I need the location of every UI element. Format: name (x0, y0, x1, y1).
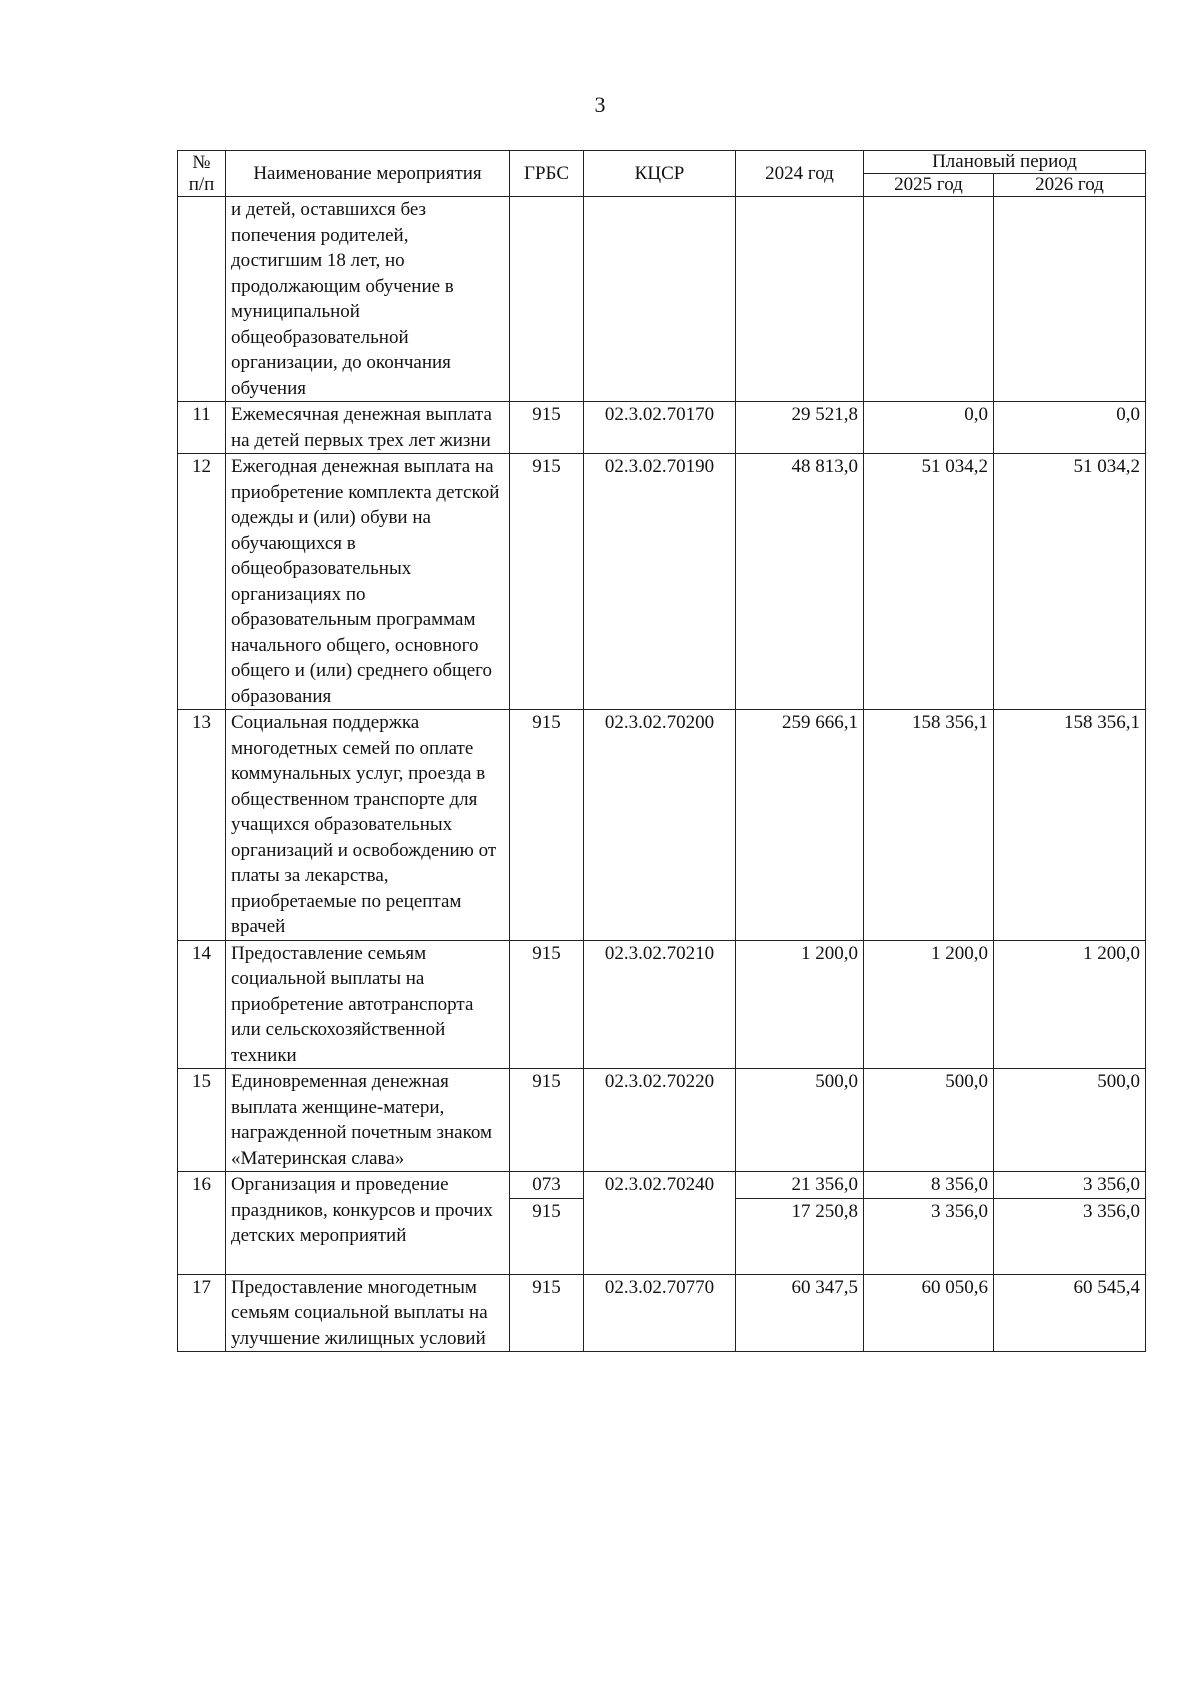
row-2024-cell: 60 347,5 (736, 1274, 864, 1352)
page-number: 3 (594, 92, 606, 117)
table-row (178, 1274, 1146, 1352)
header-name: Наименование мероприятия (226, 151, 510, 197)
row-num-cell: 12 (178, 454, 226, 710)
row-num-cell: 17 (178, 1274, 226, 1352)
row-num-cell: 15 (178, 1069, 226, 1172)
row-kcsr-cell: 02.3.02.70210 (584, 940, 736, 1069)
row-2026-cell: 0,0 (994, 402, 1146, 454)
row-kcsr-cell: 02.3.02.70220 (584, 1069, 736, 1172)
header-2025: 2025 год (864, 174, 994, 197)
row-name-cell: Ежемесячная денежная выплата на детей первых трех лет жизни (226, 402, 510, 454)
row-grbs-cell: 915 (510, 454, 584, 710)
row-2025-cell: 1 200,0 (864, 940, 994, 1069)
row-kcsr-cell: 02.3.02.70190 (584, 454, 736, 710)
row-2026-cell: 500,0 (994, 1069, 1146, 1172)
row-2024-cell: 21 356,0 (736, 1172, 864, 1199)
row-2024-cell: 259 666,1 (736, 710, 864, 941)
table-row (178, 402, 1146, 454)
row-2026-cell: 60 545,4 (994, 1274, 1146, 1352)
header-2026: 2026 год (994, 174, 1146, 197)
row-kcsr-cell: 02.3.02.70200 (584, 710, 736, 941)
row-2024-cell: 500,0 (736, 1069, 864, 1172)
row-grbs-cell: 915 (510, 1198, 584, 1274)
row-2024-cell: 1 200,0 (736, 940, 864, 1069)
table-row (178, 454, 1146, 710)
row-num-cell: 14 (178, 940, 226, 1069)
row-kcsr-cell: 02.3.02.70770 (584, 1274, 736, 1352)
row-2026-cell: 1 200,0 (994, 940, 1146, 1069)
row-2025-cell: 0,0 (864, 402, 994, 454)
table-row-continuation (178, 197, 1146, 402)
table-row (178, 1172, 1146, 1199)
row-2025-cell: 51 034,2 (864, 454, 994, 710)
row-name-cell: Единовременная денежная выплата женщине-матери, награжденной почетным знаком «Материнская слава» (226, 1069, 510, 1172)
row-num-cell: 11 (178, 402, 226, 454)
row-name-cell: и детей, оставшихся без попечения родителей, достигшим 18 лет, но продолжающим обучение в муниципальной общеобразовательной организации, до окончания обучения (226, 197, 510, 402)
row-2025-cell: 60 050,6 (864, 1274, 994, 1352)
row-name-cell: Предоставление многодетным семьям социальной выплаты на улучшение жилищных условий (226, 1274, 510, 1352)
row-kcsr-cell: 02.3.02.70170 (584, 402, 736, 454)
row-grbs-cell: 915 (510, 1069, 584, 1172)
row-grbs-cell: 915 (510, 1274, 584, 1352)
row-2026-cell: 3 356,0 (994, 1198, 1146, 1274)
row-2025-cell: 3 356,0 (864, 1198, 994, 1274)
row-grbs-cell: 915 (510, 940, 584, 1069)
row-grbs-cell: 915 (510, 710, 584, 941)
header-num: № п/п (178, 151, 226, 197)
row-num-cell: 16 (178, 1172, 226, 1275)
row-2024-cell: 17 250,8 (736, 1198, 864, 1274)
header-kcsr: КЦСР (584, 151, 736, 197)
header-planned-period: Плановый период (864, 151, 1146, 174)
row-2025-cell: 8 356,0 (864, 1172, 994, 1199)
row-2026-cell: 158 356,1 (994, 710, 1146, 941)
table-row (178, 710, 1146, 941)
header-row (178, 151, 1146, 174)
row-num-cell: 13 (178, 710, 226, 941)
row-2026-cell: 3 356,0 (994, 1172, 1146, 1199)
table-row (178, 940, 1146, 1069)
row-name-cell: Организация и проведение праздников, конкурсов и прочих детских мероприятий (226, 1172, 510, 1275)
row-2024-cell: 48 813,0 (736, 454, 864, 710)
header-grbs: ГРБС (510, 151, 584, 197)
row-name-cell: Ежегодная денежная выплата на приобретение комплекта детской одежды и (или) обуви на обучающихся в общеобразовательных организациях по образовательным программам начального общего, основного общего и (или) среднего общего образования (226, 454, 510, 710)
row-2026-cell: 51 034,2 (994, 454, 1146, 710)
row-name-cell: Социальная поддержка многодетных семей по оплате коммунальных услуг, проезда в общественном транспорте для учащихся образовательных организаций и освобождению от платы за лекарства, приобретаемые по рецептам врачей (226, 710, 510, 941)
row-grbs-cell: 915 (510, 402, 584, 454)
row-2024-cell: 29 521,8 (736, 402, 864, 454)
budget-table (177, 150, 1146, 1352)
row-2025-cell: 158 356,1 (864, 710, 994, 941)
row-name-cell: Предоставление семьям социальной выплаты на приобретение автотранспорта или сельскохозяйственной техники (226, 940, 510, 1069)
row-2025-cell: 500,0 (864, 1069, 994, 1172)
row-kcsr-cell: 02.3.02.70240 (584, 1172, 736, 1275)
row-grbs-cell: 073 (510, 1172, 584, 1199)
header-2024: 2024 год (736, 151, 864, 197)
table-row (178, 1069, 1146, 1172)
